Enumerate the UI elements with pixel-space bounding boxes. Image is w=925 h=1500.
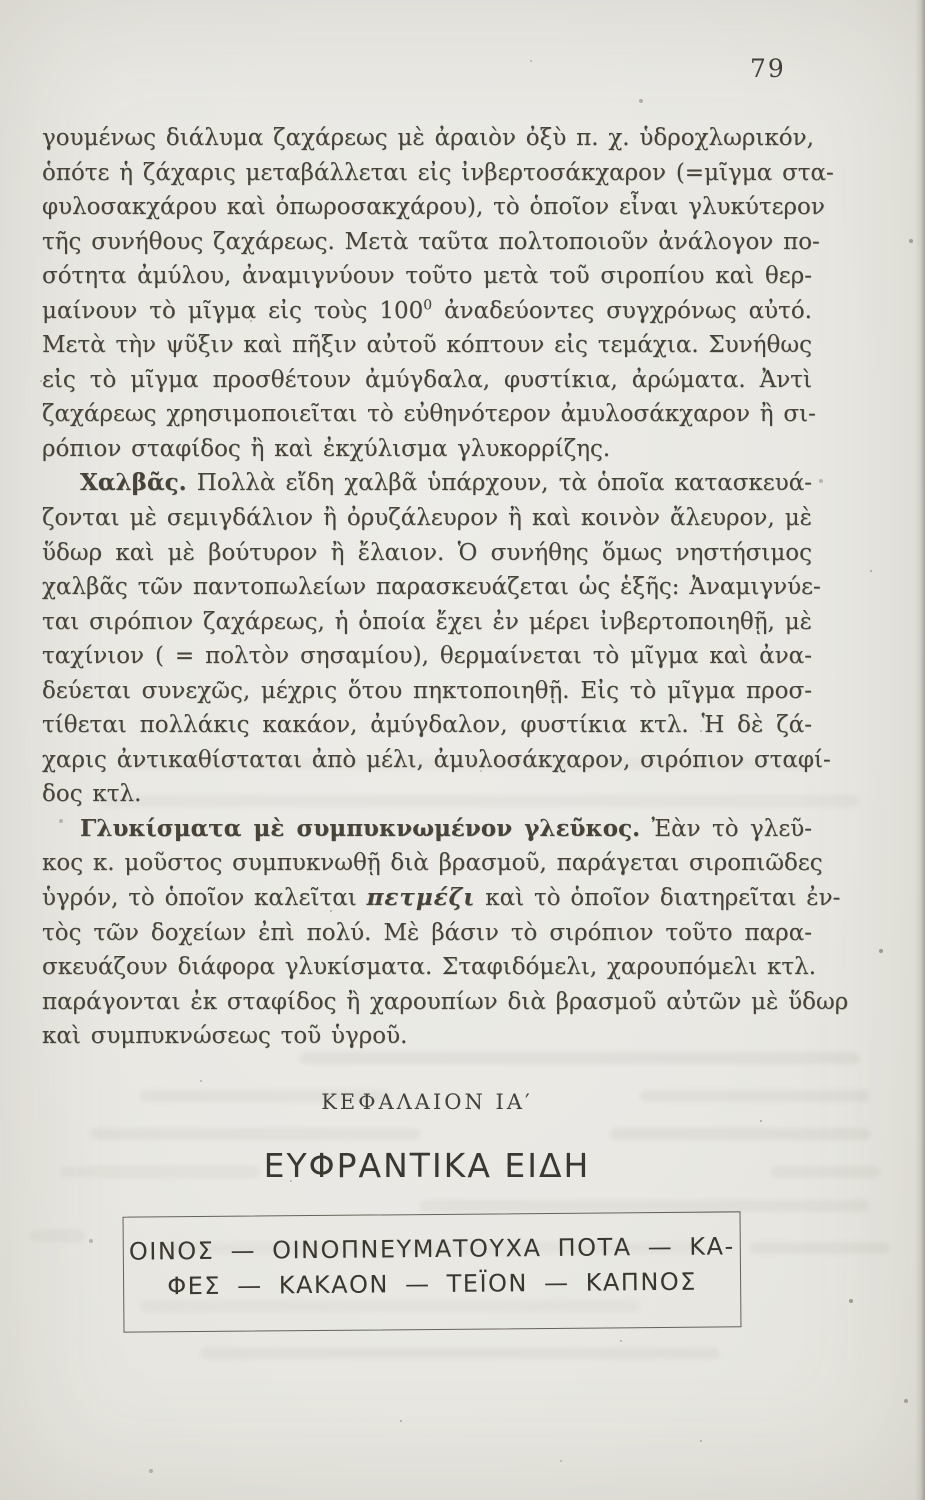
body-line: ζαχάρεως χρησιμοποιεῖται τὸ εὐθηνότερον ἀμυλοσάκχαρον ἢ σι-: [42, 401, 816, 428]
body-text: [42, 121, 849, 1054]
chapter-contents-box: [123, 1211, 742, 1332]
body-line: δεύεται συνεχῶς, μέχρις ὅτου πηκτοποιηθῇ. Εἰς τὸ μῖγμα προσ-: [42, 677, 812, 704]
body-line: σότητα ἀμύλου, ἀναμιγνύουν τοῦτο μετὰ τοῦ σιροπίου καὶ θερ-: [42, 263, 812, 290]
body-line: Χαλβᾶς. Πολλὰ εἴδη χαλβᾶ ὑπάρχουν, τὰ ὁποῖα κατασκευά-: [80, 469, 812, 497]
body-line: παράγονται ἐκ σταφίδος ἢ χαρουπίων διὰ βρασμοῦ αὐτῶν μὲ ὕδωρ: [42, 988, 849, 1015]
body-line: καὶ συμπυκνώσεως τοῦ ὑγροῦ.: [42, 1023, 408, 1050]
body-line: εἰς τὸ μῖγμα προσθέτουν ἀμύγδαλα, φυστίκια, ἀρώματα. Ἀντὶ: [42, 366, 812, 393]
body-line: μαίνουν τὸ μῖγμα εἰς τοὺς $100^0$ ἀναδεύοντες συγχρόνως αὐτό.: [42, 297, 812, 324]
box-line-2: ΦΕΣ — ΚΑΚΑΟΝ — ΤΕΪΟΝ — ΚΑΠΝΟΣ: [167, 1267, 698, 1301]
bleedthrough-artifact: [30, 1230, 85, 1242]
body-line: ὑγρόν, τὸ ὁποῖον καλεῖται πετμέζι καὶ τὸ ὁποῖον διατηρεῖται ἐν-: [42, 884, 841, 912]
body-line: τίθεται πολλάκις κακάον, ἀμύγδαλον, φυστίκια κτλ. Ἡ δὲ ζά-: [42, 712, 812, 739]
bleedthrough-artifact: [90, 1128, 420, 1140]
body-line: γουμένως διάλυμα ζαχάρεως μὲ ἀραιὸν ὀξὺ π. χ. ὑδροχλωρικόν,: [42, 125, 814, 151]
page-edge-shadow: [915, 0, 925, 1500]
body-line: ρόπιον σταφίδος ἢ καὶ ἐκχύλισμα γλυκορρίζης.: [42, 435, 611, 462]
body-line: φυλοσακχάρου καὶ ὀπωροσακχάρου), τὸ ὁποῖον εἶναι γλυκύτερον: [42, 194, 825, 221]
body-line: δος κτλ.: [42, 781, 142, 808]
chapter-kicker: ΚΕΦΑΛΑΙΟΝ ΙΑ′: [321, 1090, 533, 1114]
body-line: χαλβᾶς τῶν παντοπωλείων παρασκευάζεται ὡς ἑξῆς: Ἀναμιγνύε-: [42, 574, 821, 601]
bleedthrough-artifact: [750, 1242, 890, 1254]
body-line: ὁπότε ἡ ζάχαρις μεταβάλλεται εἰς ἰνβερτοσάκχαρον (=μῖγμα στα-: [42, 159, 834, 186]
body-line: ταχίνιον ( = πολτὸν σησαμίου), θερμαίνεται τὸ μῖγμα καὶ ἀνα-: [42, 643, 812, 670]
body-line: σκευάζουν διάφορα γλυκίσματα. Σταφιδόμελι, χαρουπόμελι κτλ.: [42, 954, 817, 981]
bleedthrough-artifact: [610, 1128, 870, 1140]
chapter-title: ΕΥΦΡΑΝΤΙΚΑ ΕΙΔΗ: [263, 1146, 591, 1185]
body-line: τῆς συνήθους ζαχάρεως. Μετὰ ταῦτα πολτοποιοῦν ἀνάλογον πο-: [42, 228, 820, 255]
box-line-1: ΟΙΝΟΣ — ΟΙΝΟΠΝΕΥΜΑΤΟΥΧΑ ΠΟΤΑ — ΚΑ-: [128, 1232, 735, 1266]
paper-specks: [0, 0, 2, 2]
bleedthrough-artifact: [200, 1347, 720, 1359]
body-line: ται σιρόπιον ζαχάρεως, ἡ ὁποία ἔχει ἐν μέρει ἰνβερτοποιηθῇ, μὲ: [42, 608, 812, 635]
body-line: ὕδωρ καὶ μὲ βούτυρον ἢ ἔλαιον. Ὁ συνήθης ὅμως νηστήσιμος: [42, 539, 812, 566]
body-line: Γλυκίσματα μὲ συμπυκνωμένον γλεῦκος. Ἐὰν τὸ γλεῦ-: [80, 814, 812, 842]
page-number: 79: [750, 54, 786, 83]
body-line: Μετὰ τὴν ψῦξιν καὶ πῆξιν αὐτοῦ κόπτουν εἰς τεμάχια. Συνήθως: [42, 332, 812, 359]
body-line: κος κ. μοῦστος συμπυκνωθῇ διὰ βρασμοῦ, παράγεται σιροπιῶδες: [42, 850, 823, 877]
bleedthrough-artifact: [420, 1200, 870, 1212]
body-line: χαρις ἀντικαθίσταται ἀπὸ μέλι, ἀμυλοσάκχαρον, σιρόπιον σταφί-: [42, 746, 831, 773]
body-line: τὸς τῶν δοχείων ἐπὶ πολύ. Μὲ βάσιν τὸ σιρόπιον τοῦτο παρα-: [42, 919, 812, 946]
body-line: ζονται μὲ σεμιγδάλιον ἢ ὀρυζάλευρον ἢ καὶ κοινὸν ἄλευρον, μὲ: [42, 505, 812, 532]
bleedthrough-artifact: [300, 1052, 860, 1064]
